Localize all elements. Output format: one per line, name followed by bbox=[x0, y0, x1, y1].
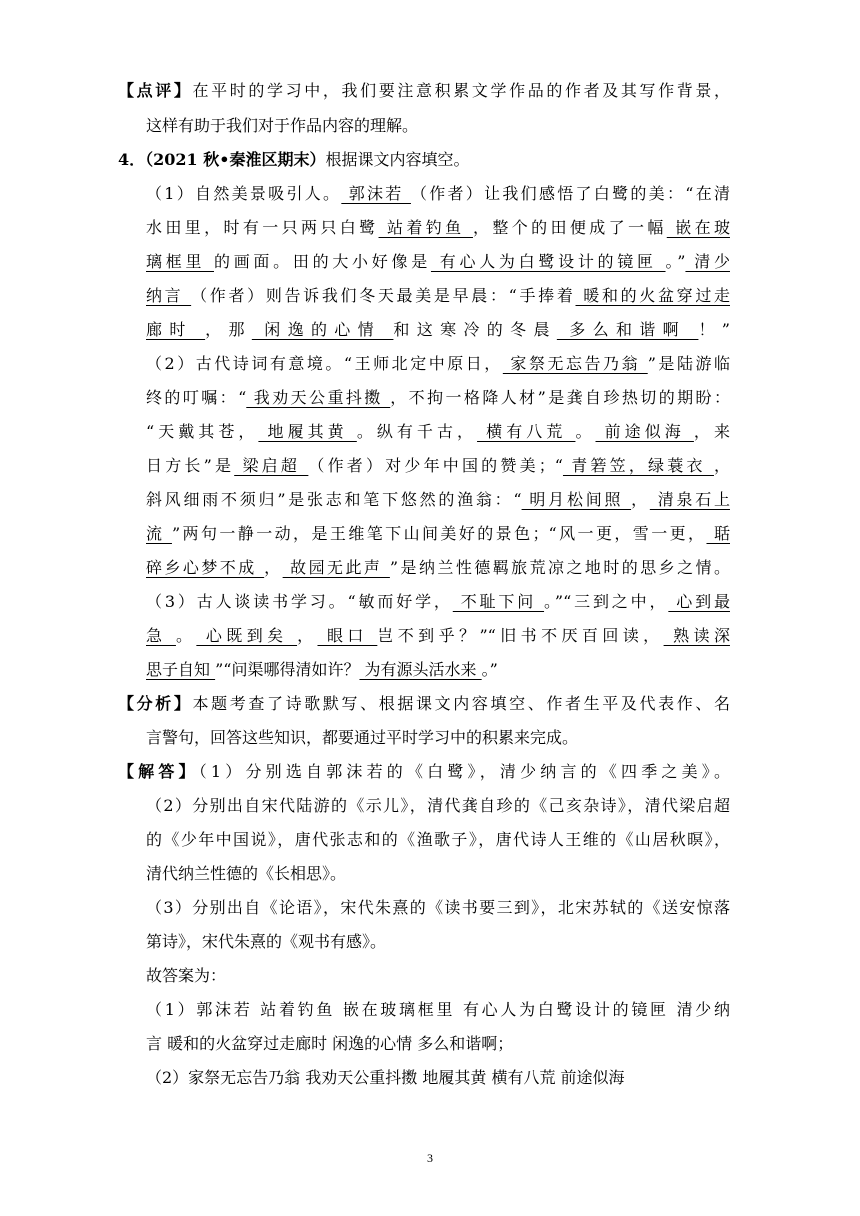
answer-blank: 思子自知 bbox=[146, 660, 216, 679]
answer-blank: 嵌在玻 bbox=[666, 218, 730, 237]
text-line-5 bbox=[146, 211, 730, 245]
answer-blank: 明月松间照 bbox=[521, 490, 632, 509]
text-run: 本题考查了诗歌默写、根据课文内容填空、作者生平及代表作、名 bbox=[192, 694, 730, 713]
text-line-23 bbox=[146, 823, 730, 857]
text-line-10 bbox=[146, 381, 730, 415]
text-run: 在平时的学习中，我们要注意积累文学作品的作者及其写作背景， bbox=[192, 81, 730, 100]
answer-blank: 故园无此声 bbox=[282, 558, 390, 577]
text-run: ， bbox=[264, 558, 283, 577]
text-run: （2）古代诗词有意境。“王师北定中原日， bbox=[146, 354, 503, 373]
text-run: 。纵有千古， bbox=[356, 422, 478, 441]
text-run: ”是纳兰性德羁旅荒凉之地时的思乡之情。 bbox=[389, 558, 730, 577]
text-run: ，整个的田便成了一幅 bbox=[472, 218, 667, 237]
text-run: ， bbox=[631, 490, 650, 509]
text-line-7 bbox=[146, 279, 730, 313]
text-run: ， bbox=[713, 456, 730, 475]
answer-blank: 为有源头活水来 bbox=[359, 660, 482, 679]
answer-blank: 横有八荒 bbox=[477, 422, 576, 441]
text-run: “天戴其苍， bbox=[146, 422, 259, 441]
text-line-15 bbox=[146, 551, 730, 585]
text-run: 岂不到乎？”“旧书不厌百回读， bbox=[377, 626, 664, 645]
text-run: 言警句，回答这些知识，都要通过平时学习中的积累来完成。 bbox=[146, 728, 579, 747]
text-line-29 bbox=[146, 1027, 730, 1061]
answer-blank: 暖和的火盆穿过走 bbox=[575, 286, 730, 305]
text-run: （作者）则告诉我们冬天最美是早晨：“手捧着 bbox=[191, 286, 576, 305]
text-line-12 bbox=[146, 449, 730, 483]
text-line-19 bbox=[118, 687, 730, 721]
answer-blank: 清少 bbox=[685, 252, 730, 271]
text-line-6 bbox=[146, 245, 730, 279]
text-line-2 bbox=[146, 109, 730, 143]
text-line-28 bbox=[146, 993, 730, 1027]
text-run: 这样有助于我们对于作品内容的理解。 bbox=[146, 116, 419, 135]
text-run: ，那 bbox=[205, 320, 252, 339]
text-run: （1）分别选自郭沫若的《白鹭》，清少纳言的《四季之美》。 bbox=[198, 762, 730, 781]
answer-blank: 碎乡心梦不成 bbox=[146, 558, 265, 577]
text-run: 水田里，时有一只两只白鹭 bbox=[146, 218, 379, 237]
text-line-24 bbox=[146, 857, 730, 891]
text-line-16 bbox=[146, 585, 730, 619]
text-run: （1）郭沫若 站着钓鱼 嵌在玻璃框里 有心人为白鹭设计的镜匣 清少纳 bbox=[146, 1000, 730, 1019]
answer-blank: 家祭无忘告乃翁 bbox=[502, 354, 648, 373]
bold-label: 【解答】 bbox=[118, 762, 199, 781]
answer-blank: 纳言 bbox=[146, 286, 192, 305]
text-run: ”两句一静一动，是王维笔下山间美好的景色；“风一更，雪一更， bbox=[171, 524, 707, 543]
bold-label: 【分析】 bbox=[118, 694, 193, 713]
text-run: 的《少年中国说》，唐代张志和的《渔歌子》，唐代诗人王维的《山居秋暝》， bbox=[146, 830, 730, 849]
text-run: 根据课文内容填空。 bbox=[325, 150, 470, 169]
text-line-18 bbox=[146, 653, 730, 687]
text-run: （2）家祭无忘告乃翁 我劝天公重抖擞 地履其黄 横有八荒 前途似海 bbox=[146, 1068, 625, 1087]
text-run: 。” bbox=[665, 252, 686, 271]
text-run: 。”“三到之中， bbox=[544, 592, 669, 611]
answer-blank: 眼口 bbox=[317, 626, 378, 645]
text-line-1 bbox=[118, 74, 730, 108]
text-run: 。” bbox=[481, 660, 498, 679]
bold-label: 【点评】 bbox=[118, 81, 193, 100]
text-line-17 bbox=[146, 619, 730, 653]
text-run: 。 bbox=[175, 626, 197, 645]
page-number: 3 bbox=[427, 1151, 433, 1165]
answer-blank: 梁启超 bbox=[234, 456, 309, 475]
answer-blank: 璃框里 bbox=[146, 252, 214, 271]
text-run: ”是陆游临 bbox=[647, 354, 730, 373]
text-run: ”“问渠哪得清如许？ bbox=[215, 660, 360, 679]
answer-blank: 多么和谐啊 bbox=[556, 320, 699, 339]
text-run: 终的叮嘱：“ bbox=[146, 388, 247, 407]
answer-blank: 廊时 bbox=[146, 320, 206, 339]
answer-blank: 不耻下问 bbox=[452, 592, 545, 611]
text-run: 日方长”是 bbox=[146, 456, 235, 475]
text-line-27 bbox=[146, 959, 730, 993]
text-line-21 bbox=[118, 755, 730, 789]
text-run: 第诗》，宋代朱熹的《观书有感》。 bbox=[146, 932, 387, 951]
answer-blank: 急 bbox=[146, 626, 176, 645]
text-line-26 bbox=[146, 925, 730, 959]
text-line-4 bbox=[146, 177, 730, 211]
text-line-22 bbox=[146, 789, 730, 823]
bold-label: 4．（2021 秋•秦淮区期末） bbox=[118, 150, 326, 169]
text-run: 言 暖和的火盆穿过走廊时 闲逸的心情 多么和谐啊； bbox=[146, 1034, 514, 1053]
text-run: 和这寒冷的冬晨 bbox=[393, 320, 557, 339]
text-run: 的画面。田的大小好像是 bbox=[213, 252, 431, 271]
answer-blank: 我劝天公重抖擞 bbox=[246, 388, 391, 407]
answer-blank: 流 bbox=[146, 524, 172, 543]
text-line-8 bbox=[146, 313, 730, 347]
text-line-30 bbox=[146, 1061, 730, 1095]
answer-blank: 郭沫若 bbox=[341, 184, 411, 203]
text-run: 斜风细雨不须归”是张志和笔下悠然的渔翁：“ bbox=[146, 490, 522, 509]
text-run: ！” bbox=[698, 320, 730, 339]
text-line-25 bbox=[146, 891, 730, 925]
answer-blank: 聒 bbox=[706, 524, 730, 543]
text-line-14 bbox=[146, 517, 730, 551]
text-run: 。 bbox=[575, 422, 596, 441]
text-line-3 bbox=[118, 143, 730, 177]
answer-blank: 清泉石上 bbox=[649, 490, 730, 509]
text-run: （3）分别出自《论语》，宋代朱熹的《读书要三到》，北宋苏轼的《送安惊落 bbox=[146, 898, 730, 917]
answer-blank: 闲逸的心情 bbox=[251, 320, 394, 339]
answer-blank: 站着钓鱼 bbox=[378, 218, 473, 237]
text-run: （1）自然美景吸引人。 bbox=[146, 184, 342, 203]
answer-blank: 熟读深 bbox=[663, 626, 730, 645]
text-run: 清代纳兰性德的《长相思》。 bbox=[146, 864, 347, 883]
answer-blank: 心既到矣 bbox=[196, 626, 298, 645]
text-run: （作者）让我们感悟了白鹭的美：“在清 bbox=[410, 184, 730, 203]
text-run: （2）分别出自宋代陆游的《示儿》，清代龚自珍的《己亥杂诗》，清代梁启超 bbox=[146, 796, 730, 815]
text-run: （作者）对少年中国的赞美；“ bbox=[308, 456, 563, 475]
text-line-9 bbox=[146, 347, 730, 381]
text-run: ，来 bbox=[693, 422, 730, 441]
answer-blank: 青箬笠，绿蓑衣 bbox=[562, 456, 714, 475]
text-run: ，不拘一格降人材”是龚自珍热切的期盼： bbox=[390, 388, 730, 407]
answer-blank: 前途似海 bbox=[595, 422, 694, 441]
text-run: 故答案为： bbox=[146, 966, 227, 985]
text-line-13 bbox=[146, 483, 730, 517]
text-line-20 bbox=[146, 721, 730, 755]
answer-blank: 心到最 bbox=[668, 592, 730, 611]
answer-blank: 有心人为白鹭设计的镜匣 bbox=[430, 252, 666, 271]
answer-blank: 地履其黄 bbox=[258, 422, 357, 441]
text-line-11 bbox=[146, 415, 730, 449]
text-run: ， bbox=[297, 626, 318, 645]
text-run: （3）古人谈读书学习。“敏而好学， bbox=[146, 592, 453, 611]
